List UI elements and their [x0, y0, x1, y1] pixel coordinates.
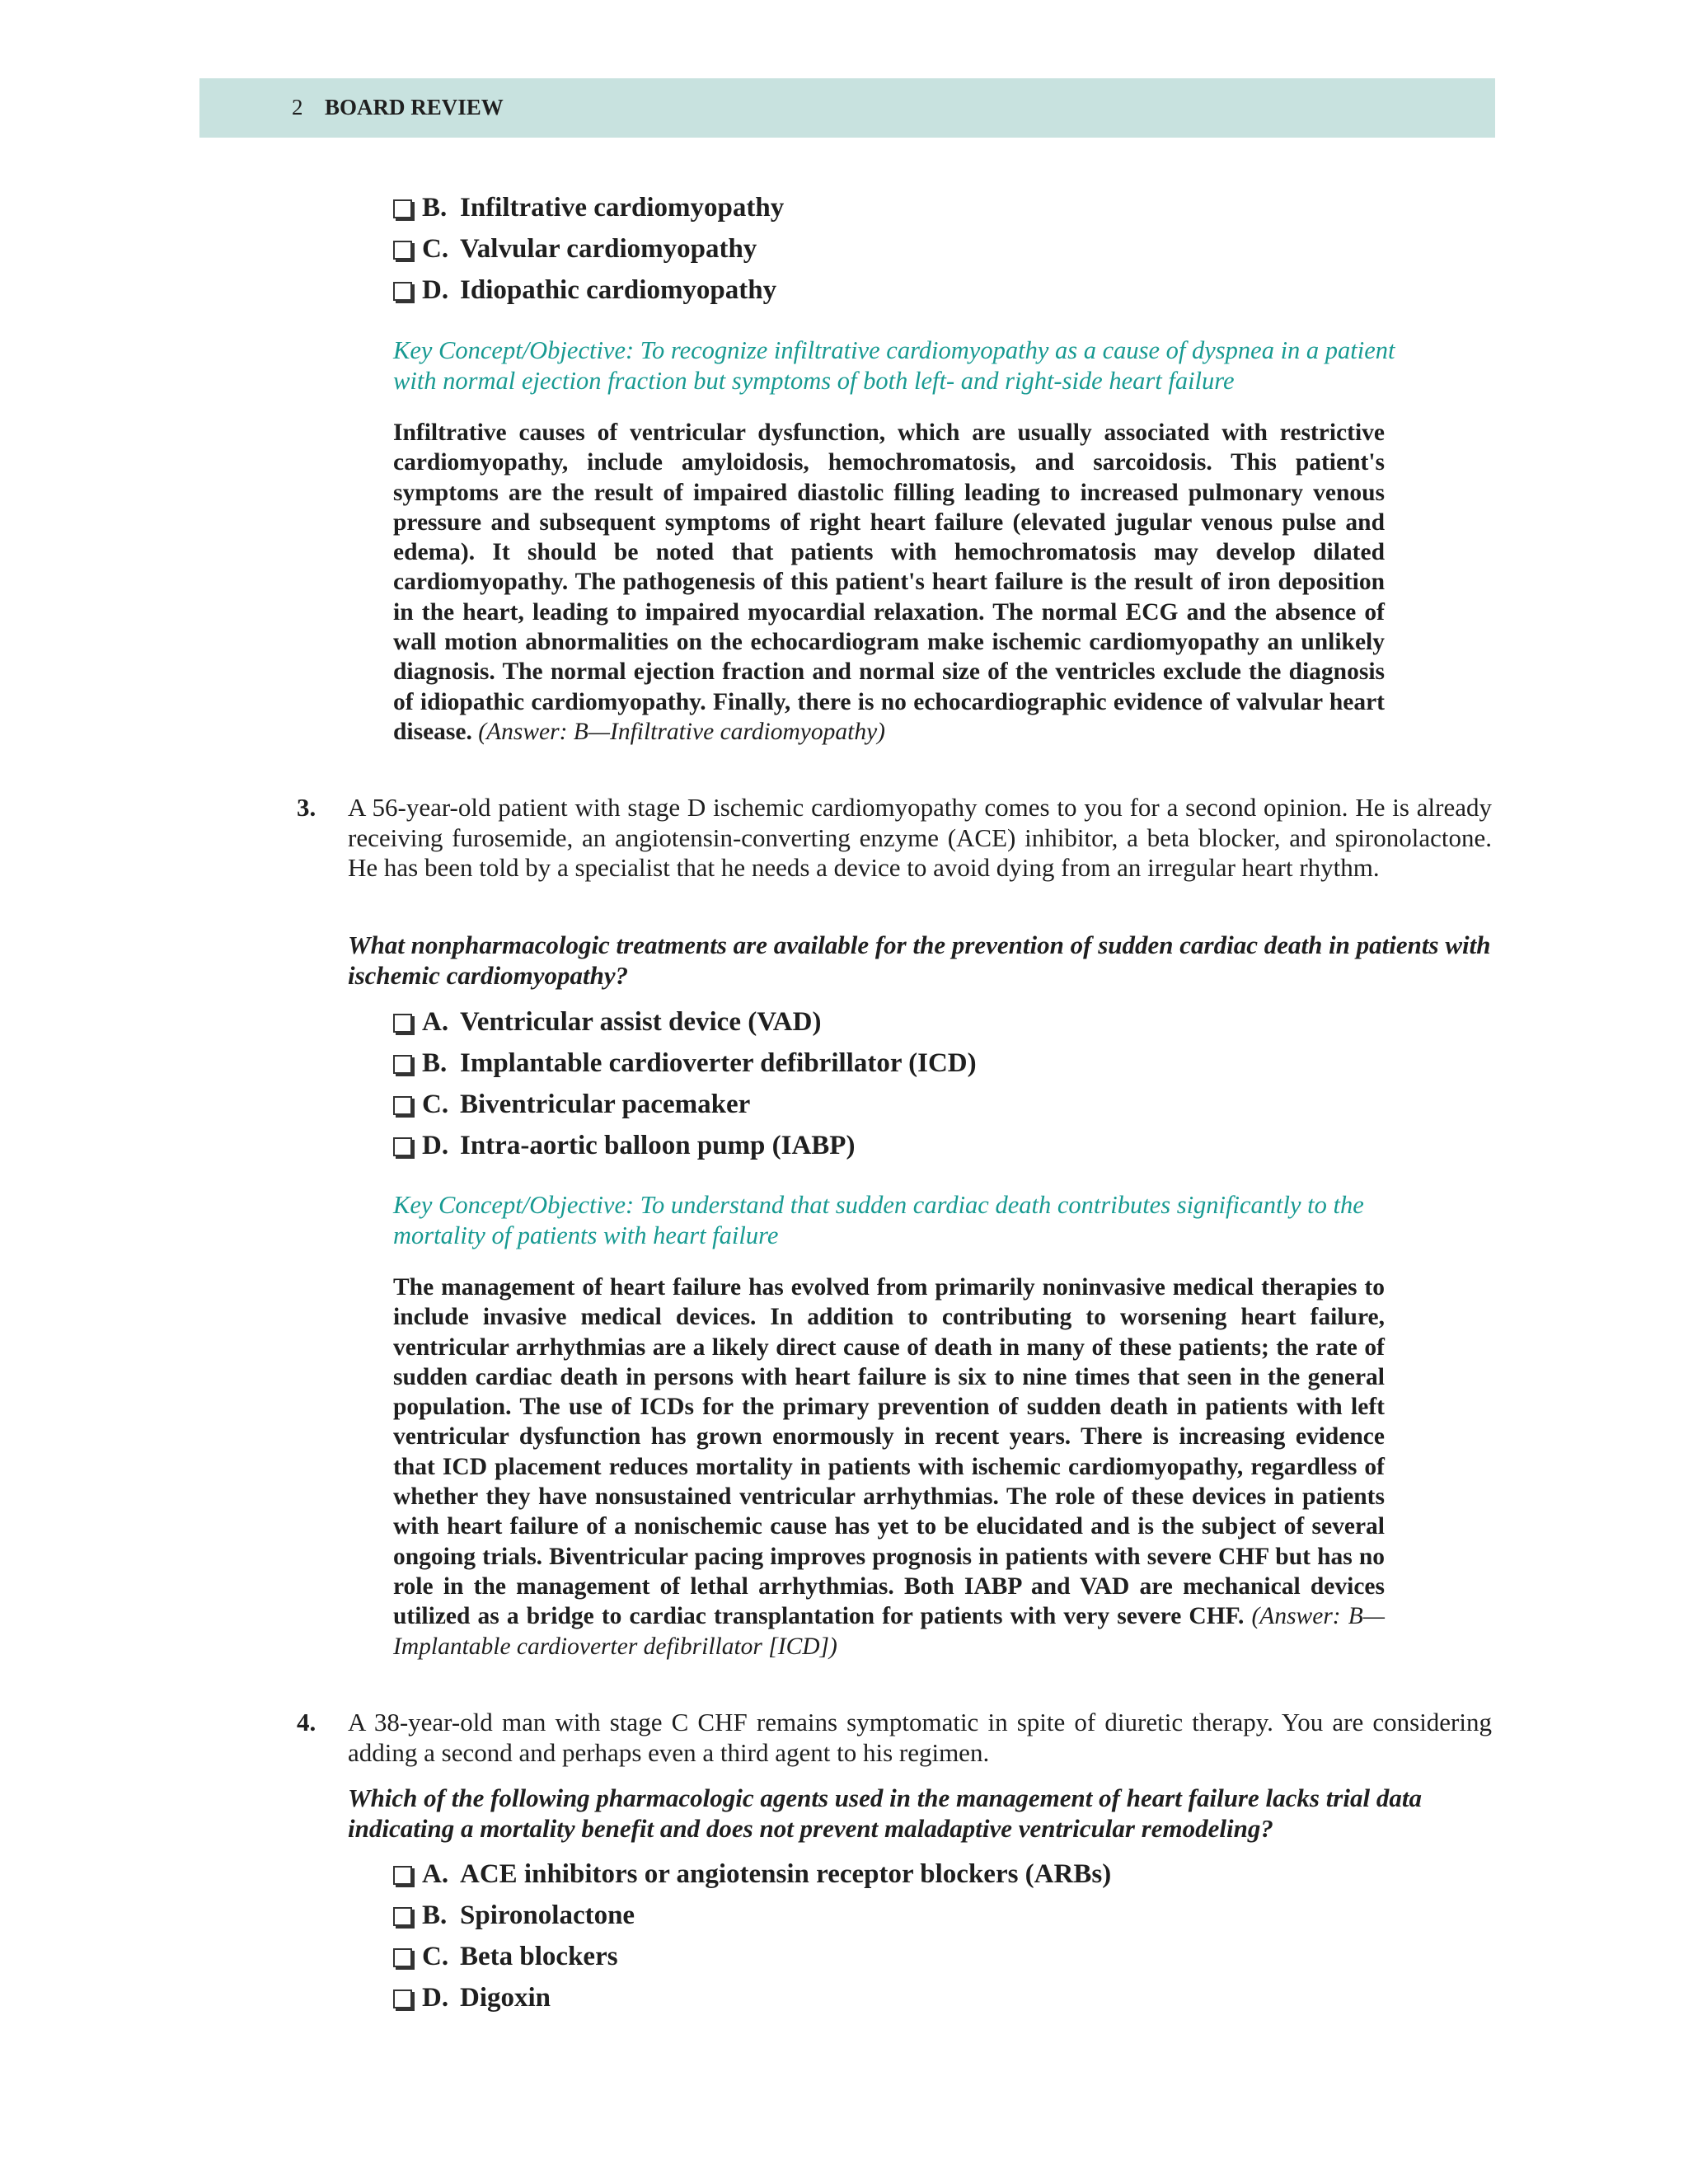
q2-explanation [393, 418, 1385, 747]
q3-prompt: What nonpharmacologic treatments are available for the prevention of sudden cardiac death in patients with ischemic cardiomyopathy? [348, 930, 1491, 990]
q4-choice-c[interactable]: C. Beta blockers [393, 1936, 1111, 1977]
q2-choice-d[interactable]: D. Idiopathic cardiomyopathy [393, 269, 784, 311]
q2-choice-b[interactable]: B. Infiltrative cardiomyopathy [393, 187, 784, 228]
q2-choice-c[interactable]: C. Valvular cardiomyopathy [393, 228, 784, 269]
checkbox-icon[interactable] [393, 1866, 412, 1885]
checkbox-icon[interactable] [393, 1014, 412, 1033]
choice-text: Implantable cardioverter defibrillator (ICD) [460, 1047, 977, 1078]
page-number: 2 [292, 95, 303, 120]
running-header-title: BOARD REVIEW [325, 95, 504, 120]
q3-answer: (Answer: B—Implantable cardioverter defibrillator [ICD]) [393, 1603, 1386, 1660]
q3-number: 3. [297, 793, 316, 822]
checkbox-icon[interactable] [393, 1907, 412, 1926]
q4-number: 4. [297, 1708, 316, 1736]
choice-text: Digoxin [460, 1982, 551, 2013]
choice-text: ACE inhibitors or angiotensin receptor blockers (ARBs) [460, 1858, 1112, 1889]
q2-choice-list [393, 187, 784, 311]
checkbox-icon[interactable] [393, 1055, 412, 1074]
explanation-text: The management of heart failure has evolved from primarily noninvasive medical therapies to include invasive medical devices. In addition to contributing to worsening heart failure, ventricular arrhythmias are a likely direct cause of death in many of these patients; the rate of sudden cardiac death in persons with heart failure is six to nine times that seen in the general population. The use of ICDs for the primary prevention of sudden death in patients with left ventricular dysfunction has grown enormously in recent years. There is increasing evidence that ICD placement reduces mortality in patients with ischemic cardiomyopathy, regardless of whether they have nonsustained ventricular arrhythmias. The role of these devices in patients with heart failure of a nonischemic cause has yet to be elucidated and is the subject of several ongoing trials. Biventricular pacing improves prognosis in patients with severe CHF but has no role in the management of lethal arrhythmias. Both IABP and VAD are mechanical devices utilized as a bridge to cardiac transplantation for patients with very severe CHF. [393, 1274, 1385, 1630]
choice-text: Valvular cardiomyopathy [460, 233, 757, 264]
choice-text: Spironolactone [460, 1900, 635, 1930]
q4-choice-list [393, 1854, 1111, 2018]
q3-choice-list [393, 1001, 977, 1166]
q4-choice-d[interactable]: D. Digoxin [393, 1977, 1111, 2018]
checkbox-icon[interactable] [393, 1137, 412, 1156]
q3-key-concept: Key Concept/Objective: To understand that sudden cardiac death contributes significantly to the mortality of patients with heart failure [393, 1191, 1364, 1249]
choice-text: Beta blockers [460, 1941, 618, 1971]
q3-choice-d[interactable]: D. Intra-aortic balloon pump (IABP) [393, 1125, 977, 1166]
checkbox-icon[interactable] [393, 1096, 412, 1115]
q3-explanation [393, 1272, 1385, 1661]
checkbox-icon[interactable] [393, 199, 412, 218]
q4-choice-b[interactable]: B. Spironolactone [393, 1895, 1111, 1936]
q4-prompt: Which of the following pharmacologic agents used in the management of heart failure lacks trial data indicating a mortality benefit and does not prevent maladaptive ventricular remodeling? [348, 1783, 1422, 1843]
q3-choice-b[interactable]: B. Implantable cardioverter defibrillator (ICD) [393, 1043, 977, 1084]
q4-choice-a[interactable]: A. ACE inhibitors or angiotensin receptor blockers (ARBs) [393, 1854, 1111, 1895]
checkbox-icon[interactable] [393, 241, 412, 260]
checkbox-icon[interactable] [393, 282, 412, 301]
checkbox-icon[interactable] [393, 1948, 412, 1967]
q3-stem: A 56-year-old patient with stage D ischemic cardiomyopathy comes to you for a second opinion. He is already receiving furosemide, an angiotensin-converting enzyme (ACE) inhibitor, a beta blocker, and spironolactone. He has been told by a specialist that he needs a device to avoid dying from an irregular heart rhythm. [348, 793, 1492, 882]
choice-text: Intra-aortic balloon pump (IABP) [460, 1130, 856, 1160]
q2-key-concept: Key Concept/Objective: To recognize infiltrative cardiomyopathy as a cause of dyspnea in a patient with normal ejection fraction but symptoms of both left- and right-side heart failure [393, 336, 1395, 395]
choice-text: Ventricular assist device (VAD) [460, 1006, 822, 1037]
q4-stem: A 38-year-old man with stage C CHF remains symptomatic in spite of diuretic therapy. You are considering adding a second and perhaps even a third agent to his regimen. [348, 1708, 1492, 1767]
choice-text: Biventricular pacemaker [460, 1089, 751, 1119]
choice-text: Infiltrative cardiomyopathy [460, 192, 785, 223]
q3-choice-a[interactable]: A. Ventricular assist device (VAD) [393, 1001, 977, 1043]
q3-choice-c[interactable]: C. Biventricular pacemaker [393, 1084, 977, 1125]
checkbox-icon[interactable] [393, 1990, 412, 2008]
explanation-text: Infiltrative causes of ventricular dysfunction, which are usually associated with restrictive cardiomyopathy, include amyloidosis, hemochromatosis, and sarcoidosis. This patient's symptoms are the result of impaired diastolic filling leading to increased pulmonary venous pressure and subsequent symptoms of right heart failure (elevated jugular venous pulse and edema). It should be noted that patients with hemochromatosis may develop dilated cardiomyopathy. The pathogenesis of this patient's heart failure is the result of iron deposition in the heart, leading to impaired myocardial relaxation. The normal ECG and the absence of wall motion abnormalities on the echocardiogram make ischemic cardiomyopathy an unlikely diagnosis. The normal ejection fraction and normal size of the ventricles exclude the diagnosis of idiopathic cardiomyopathy. Finally, there is no echocardiographic evidence of valvular heart disease. [393, 419, 1385, 745]
running-header [199, 78, 1495, 138]
q2-answer: (Answer: B—Infiltrative cardiomyopathy) [478, 718, 886, 745]
choice-text: Idiopathic cardiomyopathy [460, 274, 777, 305]
